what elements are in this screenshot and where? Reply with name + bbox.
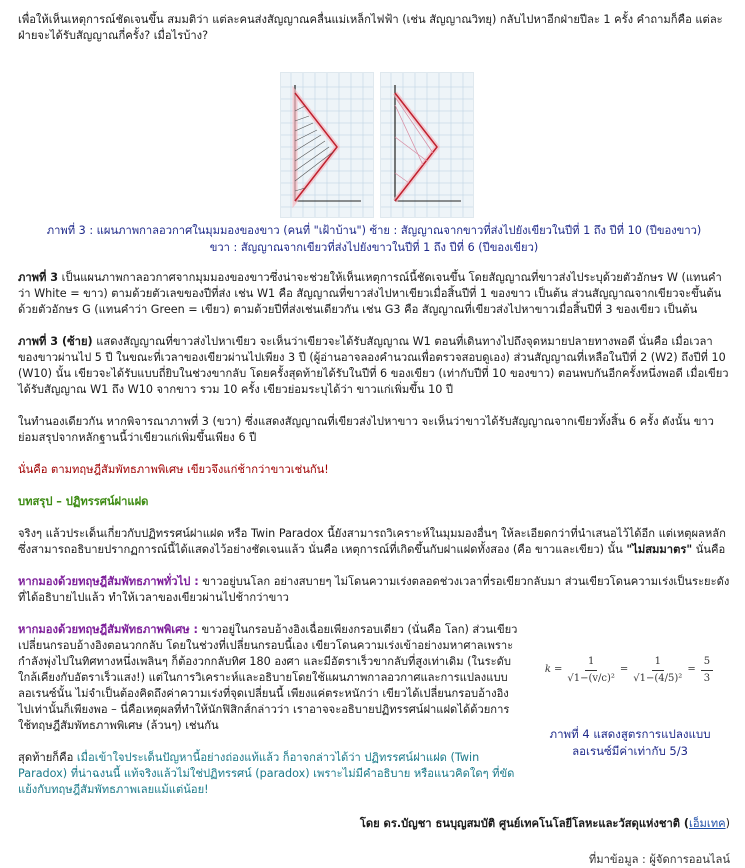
formula-result-num: 5 bbox=[701, 654, 713, 671]
lorentz-formula bbox=[530, 630, 730, 710]
formula-eq: = bbox=[619, 664, 629, 675]
source-credit: ที่มาข้อมูล : ผู้จัดการออนไลน์ bbox=[588, 853, 730, 866]
gr-label: หากมองด้วยทฤษฎีสัมพัทธภาพทั่วไป : bbox=[18, 575, 199, 588]
mtec-link[interactable]: เอ็มเทค bbox=[689, 817, 726, 830]
formula-eq: = bbox=[687, 664, 696, 675]
figure-4-caption-line2: ลอเรนซ์มีค่าเท่ากับ 5/3 bbox=[572, 744, 688, 758]
formula-fraction-2 bbox=[633, 654, 682, 687]
figure-3-caption-line2: ขวา : สัญญาณจากเขียวที่ส่งไปยังขาวในปีที่ 1 ถึง ปีที่ 6 (ปีของเขียว) bbox=[209, 241, 539, 254]
formula-den: √1−(4/5)² bbox=[633, 672, 683, 684]
paragraph-figure3-left bbox=[18, 334, 730, 398]
intro-paragraph: เพื่อให้เห็นเหตุการณ์ชัดเจนขึ้น สมมติว่า แต่ละคนส่งสัญญาณคลื่นแม่เหล็กไฟฟ้า (เช่น สัญญาณวิทยุ) กลับไปหาอีกฝ่ายปีละ 1 ครั้ง คำถามก็คือ แต่ละฝ่ายจะได้รับสัญญาณกี่ครั้ง? เมื่อไรบ้าง? bbox=[18, 13, 723, 42]
spacetime-diagram-left-svg bbox=[281, 73, 373, 217]
paragraph-figure3-explanation bbox=[18, 270, 730, 318]
author-text: โดย ดร.บัญชา ธนบุญสมบัติ ศูนย์เทคโนโลยีโลหะและวัสดุแห่งชาติ ( bbox=[359, 817, 690, 830]
formula-num: 1 bbox=[585, 654, 597, 671]
formula-k: k bbox=[544, 664, 551, 675]
author-line bbox=[18, 816, 730, 832]
bold-asymmetric: "ไม่สมมาตร" bbox=[626, 543, 693, 556]
conclusion-highlight: นั่นคือ ตามทฤษฎีสัมพัทธภาพพิเศษ เขียวจึงแก่ช้ากว่าขาวเช่นกัน! bbox=[18, 463, 329, 476]
author-close: ) bbox=[725, 817, 730, 830]
figure-3-caption bbox=[18, 222, 730, 256]
formula-den: √1−(v/c)² bbox=[567, 672, 615, 684]
paragraph-summary bbox=[18, 526, 730, 558]
paragraph-text: ขาวอยู่ในกรอบอ้างอิงเฉื่อยเพียงกรอบเดียว (นั่นคือ โลก) ส่วนเขียวเปลี่ยนกรอบอ้างอิงตอนวกกลับ โดยในช่วงที่เปลี่ยนกรอบนี้เอง เขียวโดนความเร่งเข้าอย่างมหาศาลเพราะกำลังพุ่งไปในทิศทางหนึ่งเพลินๆ ก็ต้องวกกลับทิศ 180 องศา และมีอัตราเร็วขากลับที่สูงเท่าเดิม (ในระดับใกล้เคียงกับอัตราเร็วแสง!) แต่ในการวิเคราะห์และอธิบายโดยใช้แผนภาพกาลอวกาศและการแปลงแบบลอเรนซ์นั้น ไม่จำเป็นต้องคิดถึงค่าความเร่งที่จุดเปลี่ยนนี้ เพียงแค่ตระหนักว่า เขียวได้เปลี่ยนกรอบอ้างอิงไปเท่านั้นก็เพียงพอ – นี่คือเหตุผลที่ทำให้นักฟิสิกส์กล่าวว่า เราอาจจะอธิบายปฏิทรรศน์ฝาแฝดได้ด้วยการใช้ทฤษฎีสัมพัทธภาพพิเศษ (ล้วนๆ) เช่นกัน bbox=[18, 623, 518, 732]
final-lead: สุดท้ายก็คือ bbox=[18, 751, 77, 764]
figure-4-caption bbox=[530, 726, 730, 760]
figure-3 bbox=[18, 72, 730, 256]
formula-fraction-1 bbox=[567, 654, 615, 687]
summary-heading: บทสรุป – ปฏิทรรศน์ฝาแฝด bbox=[18, 495, 149, 508]
formula-result-den: 3 bbox=[703, 672, 711, 684]
figure-3-caption-line1: ภาพที่ 3 : แผนภาพกาลอวกาศในมุมมองของขาว (คนที่ "เฝ้าบ้าน") ซ้าย : สัญญาณจากขาวที่ส่งไปยังเขียวในปีที่ 1 ถึง ปีที่ 10 (ปีของขาว) bbox=[46, 224, 702, 237]
figure-4-caption-line1: ภาพที่ 4 แสดงสูตรการแปลงแบบ bbox=[549, 727, 711, 741]
bold-label: ภาพที่ 3 (ซ้าย) bbox=[18, 335, 93, 348]
spacetime-diagram-right-svg bbox=[381, 73, 473, 217]
bold-label: ภาพที่ 3 bbox=[18, 271, 59, 284]
paragraph-text: แสดงสัญญาณที่ขาวส่งไปหาเขียว จะเห็นว่าเขียวจะได้รับสัญญาณ W1 ตอนที่เดินทางไปถึงจุดหมายปลายทางพอดี นั่นคือ เมื่อเวลาของขาวผ่านไป 5 ปี ในขณะที่เวลาของเขียวผ่านไปเพียง 3 ปี (ผู้อ่านอาจลองคำนวณเพื่อตรวจสอบดูเอง) ส่วนสัญญาณที่เหลือในปีที่ 2 (W2) ถึงปีที่ 10 (W10) นั้น เขียวจะได้รับแบบถี่ยิบในช่วงขากลับ โดยครั้งสุดท้ายได้รับในปีที่ 6 ของเขียว (เท่ากับปีที่ 10 ของขาว) ตอนพบกันอีกครั้งหนึ่งพอดี เมื่อเขียวได้รับสัญญาณ W1 ถึง W10 จากขาว รวม 10 ครั้ง เขียวย่อมระบุได้ว่า ขาวแก่เพิ่มขึ้น 10 ปี bbox=[18, 335, 729, 396]
paragraph-text: ขาวอยู่บนโลก อย่างสบายๆ ไม่โดนความเร่งตลอดช่วงเวลาที่รอเขียวกลับมา ส่วนเขียวโดนความเร่งเป็นระยะดังที่ได้อธิบายไปแล้ว ทำให้เวลาของเขียวผ่านไปช้ากว่าขาว bbox=[18, 575, 730, 604]
figure-4 bbox=[530, 622, 730, 798]
paragraph-final bbox=[18, 750, 520, 798]
final-section bbox=[18, 622, 730, 798]
formula-eq: = bbox=[553, 664, 563, 675]
spacetime-diagram-right bbox=[380, 72, 474, 218]
paragraph-general-relativity bbox=[18, 574, 730, 606]
paragraph-tail: นั่นคือ bbox=[692, 543, 726, 556]
paragraph-figure3-right: ในทำนองเดียวกัน หากพิจารณาภาพที่ 3 (ขวา) ซึ่งแสดงสัญญาณที่เขียวส่งไปหาขาว จะเห็นว่าขาวได้รับสัญญาณจากเขียวทั้งสิ้น 6 ครั้ง ดังนั้น ขาวย่อมสรุปจากหลักฐานนี้ว่าเขียวแก่เพิ่มขึ้นเพียง 6 ปี bbox=[18, 415, 714, 444]
paragraph-text: จริงๆ แล้วประเด็นเกี่ยวกับปฏิทรรศน์ฝาแฝด หรือ Twin Paradox นี้ยังสามารถวิเคราะห์ในมุมมองอื่นๆ ให้ละเอียดกว่าที่นำเสนอไว้ได้อีก แต่เหตุผลหลักซึ่งสามารถอธิบายปรากฏการณ์นี้ได้แสดงไว้อย่างชัดเจนแล้ว นั่นคือ เหตุการณ์ที่เกิดขึ้นกับฝาแฝดทั้งสอง (คือ ขาวและเขียว) นั้น bbox=[18, 527, 726, 556]
formula-result bbox=[701, 654, 713, 687]
spacetime-diagram-left bbox=[280, 72, 374, 218]
formula-num: 1 bbox=[652, 654, 664, 671]
sr-label: หากมองด้วยทฤษฎีสัมพัทธภาพพิเศษ : bbox=[18, 623, 198, 636]
article bbox=[18, 12, 730, 868]
paragraph-text: เป็นแผนภาพกาลอวกาศจากมุมมองของขาวซึ่งน่าจะช่วยให้เห็นเหตุการณ์นี้ชัดเจนขึ้น โดยสัญญาณที่ขาวส่งไประบุด้วยตัวอักษร W (แทนคำว่า White = ขาว) ตามด้วยตัวเลขของปีที่ส่ง เช่น W1 คือ สัญญาณที่ขาวส่งไปหาเขียวเมื่อสิ้นปีที่ 1 ของขาว เป็นต้น ส่วนสัญญาณจากเขียวจะขึ้นต้นด้วยตัวอักษร G (แทนคำว่า Green = เขียว) ตามด้วยปีที่ส่งเช่นเดียวกัน เช่น G3 คือ สัญญาณที่เขียวส่งไปหาขาวเมื่อสิ้นปีที่ 3 ของเขียว เป็นต้น bbox=[18, 271, 722, 316]
final-highlight: เมื่อเข้าใจประเด็นปัญหานี้อย่างถ่องแท้แล้ว ก็อาจกล่าวได้ว่า ปฏิทรรศน์ฝาแฝด (Twin Paradox) ที่น่าฉงนนี้ แท้จริงแล้วไม่ใช่ปฏิทรรศน์ (paradox) เพราะไม่มีคำอธิบาย หรือแนวคิดใดๆ ที่ขัดแย้งกับทฤษฎีสัมพัทธภาพเลยแม้แต่น้อย! bbox=[18, 751, 515, 796]
paragraph-special-relativity bbox=[18, 622, 520, 734]
